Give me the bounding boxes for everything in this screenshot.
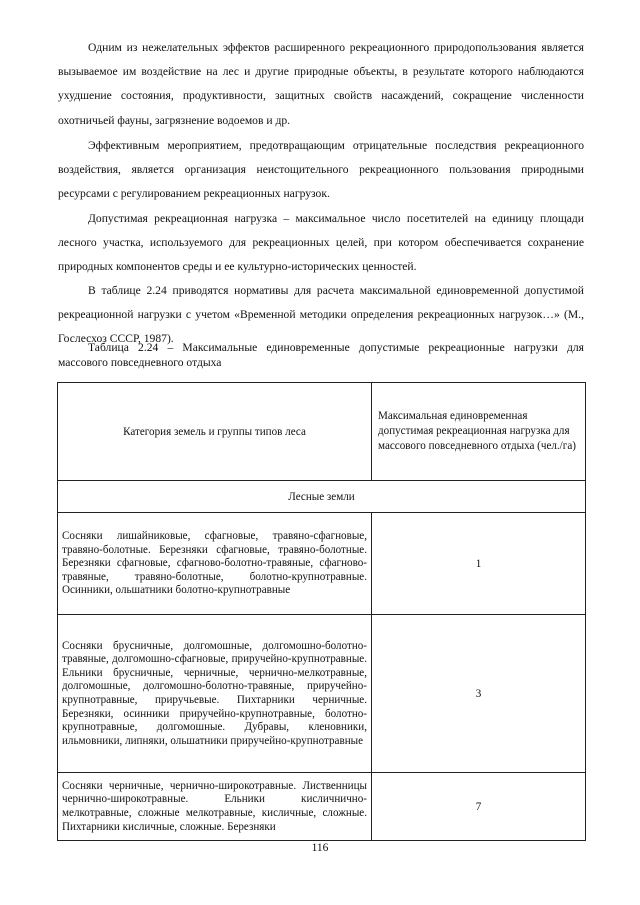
header-load: Максимальная единовременная допустимая рекреационная нагрузка для массового повседневного отдыха (чел./га): [372, 383, 586, 481]
paragraph-1: Одним из нежелательных эффектов расширенного рекреационного природопользования является вызываемое им воздействие на лес и другие природные объекты, в результате которого наблюдаются ухудшение состояния, продуктивности, защитных свойств насаждений, сокращение численности охотничьей фауны, загрязнение водоемов и др.: [58, 41, 584, 127]
category-cell: Сосняки лишайниковые, сфагновые, травяно-сфагновые, травяно-болотные. Березняки сфагновые, травяно-болотные. Березняки сфагновые, сфагново-болотно-травяные, сфагново-травяные, травяно-болотные, болотно-крупнотравные. Осинники, ольшатники болотно-крупнотравные: [58, 513, 372, 615]
load-value-cell: 3: [372, 615, 586, 773]
paragraph-2: Эффективным мероприятием, предотвращающим отрицательные последствия рекреационного воздействия, является организация неистощительного рекреационного пользования природными ресурсами с регулированием рекреационных нагрузок.: [58, 139, 584, 201]
table-section-row: [58, 481, 586, 513]
table-row: [58, 513, 586, 615]
table-row: [58, 615, 586, 773]
category-cell: Сосняки брусничные, долгомошные, долгомошно-болотно-травяные, долгомошно-сфагновые, приручейно-крупнотравные. Ельники брусничные, черничные, чернично-мелкотравные, долгомошные, долгомошно-болотно-травяные, приручейно-крупнотравные, приручьевые. Пихтарники черничные. Березняки, осинники приручейно-крупнотравные, болотно-крупнотравные, долгомошные. Дубравы, кленовники, ильмовники, липняки, ольшатники приручейно-крупнотравные: [58, 615, 372, 773]
paragraph-3: Допустимая рекреационная нагрузка – максимальное число посетителей на единицу площади лесного участка, используемого для рекреационных целей, при котором обеспечивается сохранение природных компонентов среды и ее культурно-исторических ценностей.: [58, 212, 584, 274]
header-category: Категория земель и группы типов леса: [58, 383, 372, 481]
load-value-cell: 7: [372, 773, 586, 841]
section-forest-lands: Лесные земли: [58, 481, 586, 513]
page-number: 116: [311, 842, 329, 854]
recreation-load-table: [57, 382, 586, 841]
load-value-cell: 1: [372, 513, 586, 615]
paragraph-4: В таблице 2.24 приводятся нормативы для расчета максимальной единовременной допустимой рекреационной нагрузки с учетом «Временной методики определения рекреационных нагрузок…» (М., Гослесхоз СССР, 1987).: [58, 284, 584, 346]
table-header-row: [58, 383, 586, 481]
table-caption: Таблица 2.24 – Максимальные единовременные допустимые рекреационные нагрузки для массового повседневного отдыха: [58, 341, 584, 369]
table-row: [58, 773, 586, 841]
category-cell: Сосняки черничные, чернично-широкотравные. Лиственницы чернично-широкотравные. Ельники кисличнично-мелкотравные, сложные мелкотравные, кисличные, сложные. Пихтарники кисличные, сложные. Березняки: [58, 773, 372, 841]
